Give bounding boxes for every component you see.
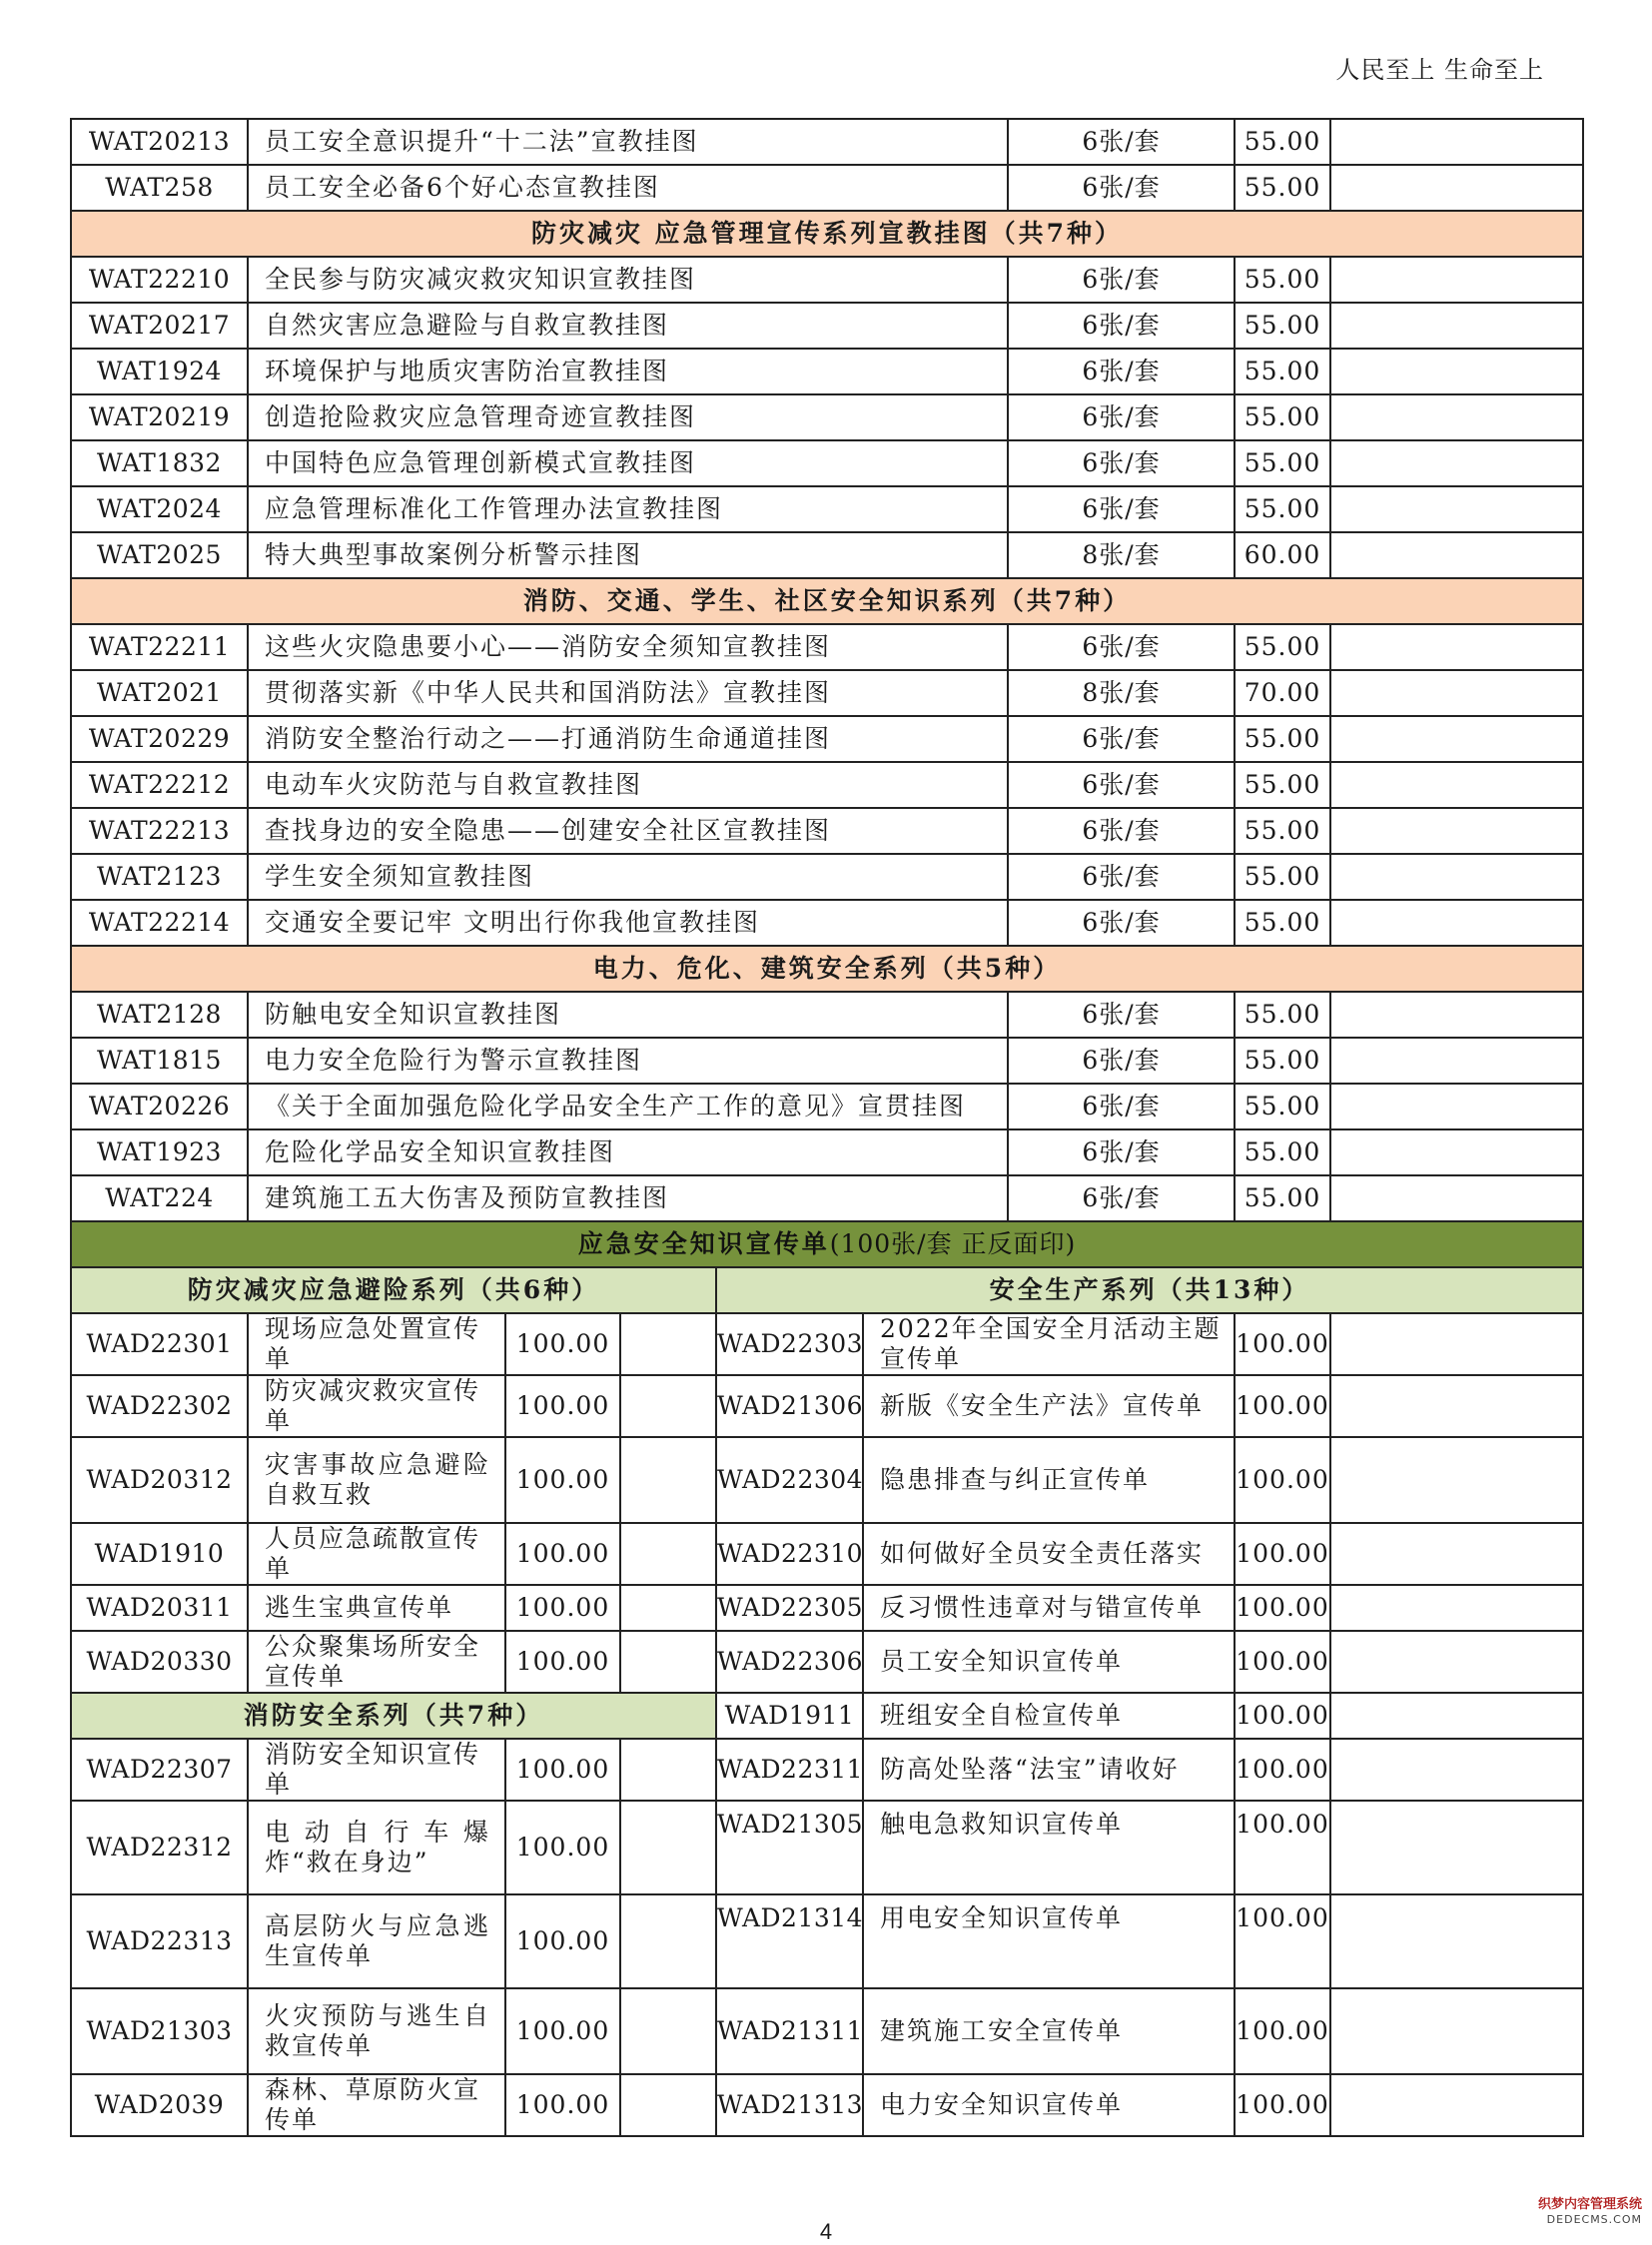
empty-cell (620, 1375, 716, 1437)
empty-cell (1330, 624, 1583, 670)
leaflet-name: 防灾减灾救灾宣传单 (248, 1375, 505, 1437)
table-row (71, 119, 1583, 165)
table-row (71, 1631, 1583, 1693)
leaflet-banner (71, 1221, 1583, 1267)
leaflet-price: 100.00 (1235, 1631, 1330, 1693)
product-name: 电力安全危险行为警示宣教挂图 (248, 1038, 1008, 1084)
product-unit: 8张/套 (1008, 670, 1235, 716)
empty-cell (1330, 532, 1583, 578)
product-unit: 6张/套 (1008, 1038, 1235, 1084)
table-row (71, 440, 1583, 486)
leaflet-code: WAD22311 (716, 1739, 863, 1801)
leaflet-name: 隐患排查与纠正宣传单 (863, 1437, 1235, 1523)
product-price: 55.00 (1235, 165, 1330, 211)
leaflet-name: 触电急救知识宣传单 (863, 1801, 1235, 1894)
watermark-logo (1516, 2197, 1642, 2235)
leaflet-price: 100.00 (505, 1523, 620, 1585)
leaflet-name: 反习惯性违章对与错宣传单 (863, 1585, 1235, 1631)
table-row (71, 854, 1583, 900)
product-price: 55.00 (1235, 257, 1330, 303)
empty-cell (1330, 1585, 1583, 1631)
product-price: 70.00 (1235, 670, 1330, 716)
product-code: WAT2128 (71, 992, 248, 1038)
leaflet-name: 高层防火与应急逃生宣传单 (248, 1894, 505, 1988)
empty-cell (620, 1988, 716, 2074)
product-code: WAT2123 (71, 854, 248, 900)
product-price: 55.00 (1235, 119, 1330, 165)
table-row (71, 624, 1583, 670)
leaflet-price: 100.00 (1235, 1313, 1330, 1375)
leaflet-code: WAD22302 (71, 1375, 248, 1437)
leaflet-name: 员工安全知识宣传单 (863, 1631, 1235, 1693)
section-header-row (71, 211, 1583, 257)
product-code: WAT22211 (71, 624, 248, 670)
leaflet-code: WAD22303 (716, 1313, 863, 1375)
leaflet-code: WAD1911 (716, 1693, 863, 1739)
leaflet-name: 公众聚集场所安全宣传单 (248, 1631, 505, 1693)
product-price: 55.00 (1235, 1038, 1330, 1084)
empty-cell (1330, 1988, 1583, 2074)
product-price: 55.00 (1235, 486, 1330, 532)
product-unit: 6张/套 (1008, 1175, 1235, 1221)
right-series-title: 安全生产系列（共13种） (716, 1267, 1583, 1313)
product-price: 55.00 (1235, 808, 1330, 854)
leaflet-price: 100.00 (505, 1585, 620, 1631)
leaflet-name: 班组安全自检宣传单 (863, 1693, 1235, 1739)
product-name: 防触电安全知识宣教挂图 (248, 992, 1008, 1038)
leaflet-price: 100.00 (1235, 1693, 1330, 1739)
leaflet-name: 森林、草原防火宣传单 (248, 2074, 505, 2136)
leaflet-price: 100.00 (505, 1631, 620, 1693)
empty-cell (1330, 486, 1583, 532)
table-row (71, 808, 1583, 854)
leaflet-price: 100.00 (505, 1313, 620, 1375)
leaflet-name: 新版《安全生产法》宣传单 (863, 1375, 1235, 1437)
product-name: 这些火灾隐患要小心——消防安全须知宣教挂图 (248, 624, 1008, 670)
product-name: 创造抢险救灾应急管理奇迹宣教挂图 (248, 394, 1008, 440)
section-header-row (71, 1693, 1583, 1739)
empty-cell (620, 1313, 716, 1375)
table-row (71, 1084, 1583, 1129)
left-series-title-2: 消防安全系列（共7种） (71, 1693, 716, 1739)
page-number: 4 (819, 2219, 833, 2244)
leaflet-price: 100.00 (505, 2074, 620, 2136)
empty-cell (1330, 349, 1583, 394)
empty-cell (1330, 1801, 1583, 1894)
leaflet-title: 应急安全知识宣传单 (577, 1229, 830, 1258)
empty-cell (1330, 670, 1583, 716)
table-row (71, 1523, 1583, 1585)
product-price: 55.00 (1235, 762, 1330, 808)
leaflet-price: 100.00 (1235, 1585, 1330, 1631)
product-name: 全民参与防灾减灾救灾知识宣教挂图 (248, 257, 1008, 303)
product-price: 55.00 (1235, 349, 1330, 394)
product-name: 应急管理标准化工作管理办法宣教挂图 (248, 486, 1008, 532)
product-code: WAT1815 (71, 1038, 248, 1084)
table-row (71, 762, 1583, 808)
product-name: 特大典型事故案例分析警示挂图 (248, 532, 1008, 578)
empty-cell (620, 1739, 716, 1801)
product-price: 55.00 (1235, 440, 1330, 486)
table-row (71, 394, 1583, 440)
product-price: 55.00 (1235, 624, 1330, 670)
empty-cell (620, 1523, 716, 1585)
product-name: 员工安全意识提升“十二法”宣教挂图 (248, 119, 1008, 165)
leaflet-price: 100.00 (1235, 1375, 1330, 1437)
product-price: 55.00 (1235, 394, 1330, 440)
table-row (71, 1739, 1583, 1801)
table-row (71, 1801, 1583, 1894)
leaflet-price: 100.00 (1235, 1801, 1330, 1894)
empty-cell (1330, 2074, 1583, 2136)
product-name: 建筑施工五大伤害及预防宣教挂图 (248, 1175, 1008, 1221)
leaflet-code: WAD22305 (716, 1585, 863, 1631)
empty-cell (1330, 1129, 1583, 1175)
leaflet-name: 现场应急处置宣传单 (248, 1313, 505, 1375)
leaflet-price: 100.00 (505, 1801, 620, 1894)
product-unit: 6张/套 (1008, 1129, 1235, 1175)
product-price: 55.00 (1235, 1175, 1330, 1221)
leaflet-price: 100.00 (505, 1437, 620, 1523)
product-unit: 6张/套 (1008, 394, 1235, 440)
table-row (71, 303, 1583, 349)
product-unit: 6张/套 (1008, 762, 1235, 808)
empty-cell (620, 1437, 716, 1523)
leaflet-price: 100.00 (1235, 1894, 1330, 1988)
product-code: WAT20219 (71, 394, 248, 440)
product-code: WAT2021 (71, 670, 248, 716)
table-row (71, 1038, 1583, 1084)
product-code: WAT20217 (71, 303, 248, 349)
product-name: 学生安全须知宣教挂图 (248, 854, 1008, 900)
table-row (71, 716, 1583, 762)
empty-cell (1330, 165, 1583, 211)
empty-cell (1330, 1375, 1583, 1437)
product-price: 55.00 (1235, 303, 1330, 349)
section-title: 电力、危化、建筑安全系列（共5种） (71, 946, 1583, 992)
leaflet-code: WAD22310 (716, 1523, 863, 1585)
product-unit: 6张/套 (1008, 624, 1235, 670)
leaflet-banner-row (71, 1221, 1583, 1267)
product-name: 《关于全面加强危险化学品安全生产工作的意见》宣贯挂图 (248, 1084, 1008, 1129)
product-unit: 6张/套 (1008, 854, 1235, 900)
table-row (71, 165, 1583, 211)
leaflet-name: 如何做好全员安全责任落实 (863, 1523, 1235, 1585)
product-unit: 6张/套 (1008, 900, 1235, 946)
empty-cell (1330, 1084, 1583, 1129)
empty-cell (1330, 1523, 1583, 1585)
empty-cell (620, 1801, 716, 1894)
leaflet-name: 建筑施工安全宣传单 (863, 1988, 1235, 2074)
price-list-table (70, 118, 1584, 2137)
empty-cell (1330, 1437, 1583, 1523)
section-header-row (71, 578, 1583, 624)
empty-cell (1330, 900, 1583, 946)
table-row (71, 349, 1583, 394)
empty-cell (1330, 1894, 1583, 1988)
leaflet-code: WAD21303 (71, 1988, 248, 2074)
empty-cell (1330, 808, 1583, 854)
product-code: WAT258 (71, 165, 248, 211)
leaflet-code: WAD21305 (716, 1801, 863, 1894)
empty-cell (620, 2074, 716, 2136)
product-code: WAT22210 (71, 257, 248, 303)
leaflet-name: 用电安全知识宣传单 (863, 1894, 1235, 1988)
section-header-row (71, 946, 1583, 992)
product-name: 查找身边的安全隐患——创建安全社区宣教挂图 (248, 808, 1008, 854)
product-code: WAT22214 (71, 900, 248, 946)
empty-cell (1330, 440, 1583, 486)
leaflet-code: WAD21306 (716, 1375, 863, 1437)
product-unit: 6张/套 (1008, 1084, 1235, 1129)
header-slogan: 人民至上 生命至上 (1335, 56, 1544, 84)
empty-cell (1330, 762, 1583, 808)
product-code: WAT1924 (71, 349, 248, 394)
product-code: WAT1923 (71, 1129, 248, 1175)
empty-cell (1330, 1631, 1583, 1693)
leaflet-code: WAD21311 (716, 1988, 863, 2074)
leaflet-code: WAD1910 (71, 1523, 248, 1585)
product-code: WAT224 (71, 1175, 248, 1221)
empty-cell (620, 1894, 716, 1988)
leaflet-code: WAD22306 (716, 1631, 863, 1693)
product-unit: 6张/套 (1008, 992, 1235, 1038)
empty-cell (1330, 992, 1583, 1038)
table-row (71, 257, 1583, 303)
empty-cell (1330, 394, 1583, 440)
product-name: 中国特色应急管理创新模式宣教挂图 (248, 440, 1008, 486)
product-code: WAT22213 (71, 808, 248, 854)
empty-cell (1330, 257, 1583, 303)
product-code: WAT2025 (71, 532, 248, 578)
leaflet-name: 电力安全知识宣传单 (863, 2074, 1235, 2136)
leaflet-subheader-row (71, 1267, 1583, 1313)
product-name: 自然灾害应急避险与自救宣教挂图 (248, 303, 1008, 349)
leaflet-code: WAD20311 (71, 1585, 248, 1631)
leaflet-code: WAD21313 (716, 2074, 863, 2136)
leaflet-name: 2022年全国安全月活动主题宣传单 (863, 1313, 1235, 1375)
product-code: WAT20229 (71, 716, 248, 762)
empty-cell (620, 1585, 716, 1631)
empty-cell (1330, 119, 1583, 165)
leaflet-price: 100.00 (1235, 2074, 1330, 2136)
table-row (71, 1585, 1583, 1631)
leaflet-code: WAD21314 (716, 1894, 863, 1988)
empty-cell (1330, 854, 1583, 900)
product-code: WAT22212 (71, 762, 248, 808)
table-row (71, 670, 1583, 716)
leaflet-code: WAD2039 (71, 2074, 248, 2136)
product-unit: 6张/套 (1008, 165, 1235, 211)
leaflet-code: WAD20330 (71, 1631, 248, 1693)
leaflet-name: 灾害事故应急避险自救互救 (248, 1437, 505, 1523)
table-row (71, 1175, 1583, 1221)
leaflet-subtitle: (100张/套 正反面印) (829, 1229, 1077, 1258)
product-price: 55.00 (1235, 1084, 1330, 1129)
table-row (71, 1988, 1583, 2074)
empty-cell (1330, 1175, 1583, 1221)
leaflet-code: WAD22304 (716, 1437, 863, 1523)
leaflet-price: 100.00 (1235, 1437, 1330, 1523)
watermark-line2: DEDECMS.COM (1546, 2213, 1642, 2226)
product-price: 55.00 (1235, 716, 1330, 762)
product-unit: 6张/套 (1008, 257, 1235, 303)
leaflet-price: 100.00 (505, 1739, 620, 1801)
leaflet-code: WAD22313 (71, 1894, 248, 1988)
leaflet-code: WAD22312 (71, 1801, 248, 1894)
leaflet-name: 火灾预防与逃生自救宣传单 (248, 1988, 505, 2074)
leaflet-price: 100.00 (505, 1894, 620, 1988)
empty-cell (1330, 1693, 1583, 1739)
leaflet-price: 100.00 (505, 1375, 620, 1437)
product-unit: 6张/套 (1008, 119, 1235, 165)
leaflet-name: 消防安全知识宣传单 (248, 1739, 505, 1801)
table-row (71, 900, 1583, 946)
table-row (71, 1375, 1583, 1437)
leaflet-name: 逃生宝典宣传单 (248, 1585, 505, 1631)
leaflet-price: 100.00 (505, 1988, 620, 2074)
product-unit: 6张/套 (1008, 303, 1235, 349)
product-price: 55.00 (1235, 992, 1330, 1038)
table-row (71, 486, 1583, 532)
product-price: 60.00 (1235, 532, 1330, 578)
table-row (71, 1129, 1583, 1175)
product-name: 环境保护与地质灾害防治宣教挂图 (248, 349, 1008, 394)
product-unit: 8张/套 (1008, 532, 1235, 578)
product-unit: 6张/套 (1008, 808, 1235, 854)
product-name: 贯彻落实新《中华人民共和国消防法》宣教挂图 (248, 670, 1008, 716)
product-price: 55.00 (1235, 1129, 1330, 1175)
section-title: 防灾减灾 应急管理宣传系列宣教挂图（共7种） (71, 211, 1583, 257)
product-price: 55.00 (1235, 900, 1330, 946)
product-name: 电动车火灾防范与自救宣教挂图 (248, 762, 1008, 808)
empty-cell (1330, 1313, 1583, 1375)
product-price: 55.00 (1235, 854, 1330, 900)
empty-cell (1330, 1038, 1583, 1084)
empty-cell (1330, 303, 1583, 349)
empty-cell (1330, 1739, 1583, 1801)
product-unit: 6张/套 (1008, 349, 1235, 394)
empty-cell (620, 1631, 716, 1693)
product-unit: 6张/套 (1008, 486, 1235, 532)
leaflet-price: 100.00 (1235, 1523, 1330, 1585)
product-code: WAT1832 (71, 440, 248, 486)
product-name: 消防安全整治行动之——打通消防生命通道挂图 (248, 716, 1008, 762)
empty-cell (1330, 716, 1583, 762)
leaflet-name: 防高处坠落“法宝”请收好 (863, 1739, 1235, 1801)
table-row (71, 1313, 1583, 1375)
leaflet-price: 100.00 (1235, 1739, 1330, 1801)
leaflet-price: 100.00 (1235, 1988, 1330, 2074)
product-name: 员工安全必备6个好心态宣教挂图 (248, 165, 1008, 211)
table-row (71, 532, 1583, 578)
leaflet-code: WAD22307 (71, 1739, 248, 1801)
leaflet-name: 人员应急疏散宣传单 (248, 1523, 505, 1585)
product-name: 交通安全要记牢 文明出行你我他宣教挂图 (248, 900, 1008, 946)
product-code: WAT20213 (71, 119, 248, 165)
leaflet-code: WAD20312 (71, 1437, 248, 1523)
table-row (71, 992, 1583, 1038)
leaflet-code: WAD22301 (71, 1313, 248, 1375)
watermark-line1: 织梦内容管理系统 (1537, 2197, 1642, 2212)
product-unit: 6张/套 (1008, 716, 1235, 762)
section-title: 消防、交通、学生、社区安全知识系列（共7种） (71, 578, 1583, 624)
table-row (71, 1437, 1583, 1523)
table-row (71, 2074, 1583, 2136)
left-series-title: 防灾减灾应急避险系列（共6种） (71, 1267, 716, 1313)
product-code: WAT20226 (71, 1084, 248, 1129)
product-name: 危险化学品安全知识宣教挂图 (248, 1129, 1008, 1175)
product-unit: 6张/套 (1008, 440, 1235, 486)
table-row (71, 1894, 1583, 1988)
leaflet-name: 电动自行车爆炸“救在身边” (248, 1801, 505, 1894)
product-code: WAT2024 (71, 486, 248, 532)
